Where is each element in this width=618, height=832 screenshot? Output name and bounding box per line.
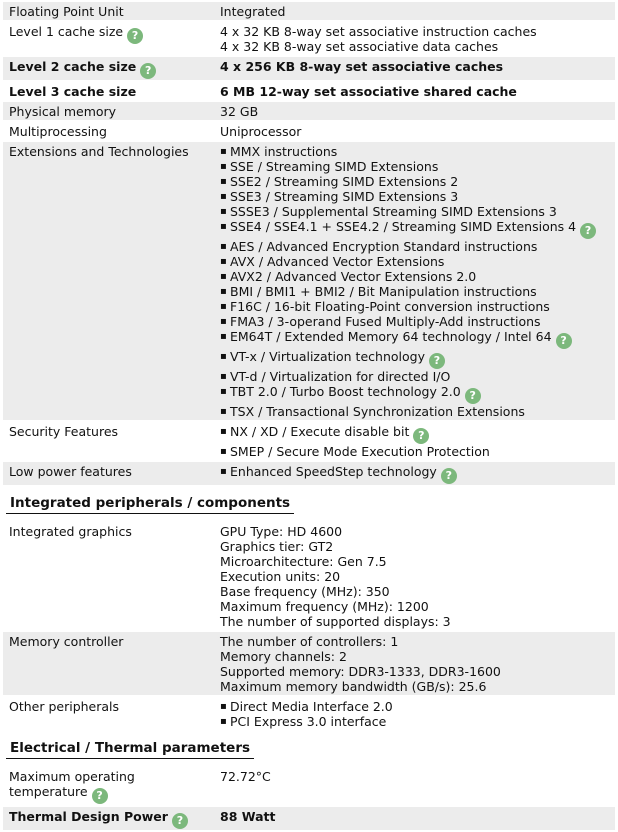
memory-line: Supported memory: DDR3-1333, DDR3-1600 [220,664,501,679]
row-integrated-graphics [3,522,615,630]
row-physical-memory [3,102,615,120]
help-icon[interactable]: ? [556,333,572,349]
label-integrated-graphics: Integrated graphics [3,522,214,630]
memory-line: Maximum memory bandwidth (GB/s): 25.6 [220,679,487,694]
help-icon[interactable]: ? [140,63,156,79]
label-fpu: Floating Point Unit [3,2,214,20]
section-heading-electrical: Electrical / Thermal parameters [6,740,615,759]
label-max-temperature: Maximum operating [9,769,135,784]
label-tdp: Thermal Design Power [9,809,168,824]
label-memory-controller: Memory controller [3,632,214,695]
help-icon[interactable]: ? [92,788,108,804]
label-l3-cache: Level 3 cache size [3,82,214,100]
label-l2-cache: Level 2 cache size [9,59,137,74]
list-item: ▪ TBT 2.0 / Turbo Boost technology 2.0 ? [230,384,609,404]
value-physical-memory: 32 GB [214,102,615,120]
row-extensions [3,142,615,420]
row-memory-controller [3,632,615,695]
list-item: ▪ SSE2 / Streaming SIMD Extensions 2 [230,174,609,189]
list-item: ▪ Direct Media Interface 2.0 [230,699,609,714]
security-list [220,424,609,459]
label-physical-memory: Physical memory [3,102,214,120]
row-l1-cache [3,22,615,55]
list-item: ▪ BMI / BMI1 + BMI2 / Bit Manipulation instructions [230,284,609,299]
help-icon[interactable]: ? [465,388,481,404]
list-item: ▪ Enhanced SpeedStep technology ? [230,464,609,484]
list-item: ▪ SSE / Streaming SIMD Extensions [230,159,609,174]
list-item: ▪ VT-d / Virtualization for directed I/O [230,369,609,384]
memory-line: Memory channels: 2 [220,649,347,664]
section-heading-peripherals: Integrated peripherals / components [6,495,615,514]
graphics-line: The number of supported displays: 3 [220,614,451,629]
graphics-line: Microarchitecture: Gen 7.5 [220,554,387,569]
value-l3-cache: 6 MB 12-way set associative shared cache [214,82,615,100]
spec-table-peripherals [3,520,615,732]
help-icon[interactable]: ? [413,428,429,444]
row-tdp [3,807,615,830]
graphics-line: Maximum frequency (MHz): 1200 [220,599,429,614]
row-low-power [3,462,615,485]
row-l2-cache [3,57,615,80]
help-icon[interactable]: ? [580,223,596,239]
value-fpu: Integrated [214,2,615,20]
value-l1-data: 4 x 32 KB 8-way set associative data caches [220,39,499,54]
list-item: ▪ PCI Express 3.0 interface [230,714,609,729]
graphics-line: Base frequency (MHz): 350 [220,584,390,599]
list-item: ▪ SMEP / Secure Mode Execution Protection [230,444,609,459]
list-item: ▪ EM64T / Extended Memory 64 technology / Intel 64 ? [230,329,609,349]
list-item: ▪ AVX / Advanced Vector Extensions [230,254,609,269]
label-low-power: Low power features [3,462,214,485]
label-multiprocessing: Multiprocessing [3,122,214,140]
list-item: ▪ NX / XD / Execute disable bit ? [230,424,609,444]
row-l3-cache [3,82,615,100]
list-item: ▪ AES / Advanced Encryption Standard instructions [230,239,609,254]
list-item: ▪ SSSE3 / Supplemental Streaming SIMD Extensions 3 [230,204,609,219]
help-icon[interactable]: ? [429,353,445,369]
value-tdp: 88 Watt [214,807,615,830]
row-other-peripherals [3,697,615,730]
graphics-line: GPU Type: HD 4600 [220,524,343,539]
list-item: ▪ MMX instructions [230,144,609,159]
list-item: ▪ SSE3 / Streaming SIMD Extensions 3 [230,189,609,204]
list-item: ▪ TSX / Transactional Synchronization Extensions [230,404,609,419]
other-peripherals-list [220,699,609,729]
spec-table-electrical [3,765,615,832]
list-item: ▪ AVX2 / Advanced Vector Extensions 2.0 [230,269,609,284]
graphics-line: Execution units: 20 [220,569,341,584]
graphics-line: Graphics tier: GT2 [220,539,334,554]
list-item: ▪ F16C / 16-bit Floating-Point conversion instructions [230,299,609,314]
extensions-list [220,144,609,419]
value-max-temperature: 72.72°C [214,767,615,805]
list-item: ▪ FMA3 / 3-operand Fused Multiply-Add instructions [230,314,609,329]
label-extensions: Extensions and Technologies [3,142,214,420]
label-security: Security Features [3,422,214,460]
help-icon[interactable]: ? [172,813,188,829]
value-multiprocessing: Uniprocessor [214,122,615,140]
list-item: ▪ SSE4 / SSE4.1 + SSE4.2 / Streaming SIMD Extensions 4 ? [230,219,609,239]
row-fpu [3,2,615,20]
list-item: ▪ VT-x / Virtualization technology ? [230,349,609,369]
label-other-peripherals: Other peripherals [3,697,214,730]
low-power-list [220,464,609,484]
help-icon[interactable]: ? [127,28,143,44]
row-security [3,422,615,460]
spec-table-top [3,0,615,487]
row-max-temperature: Maximum operating temperature ? 72.72°C [3,767,615,805]
value-l2-cache: 4 x 256 KB 8-way set associative caches [214,57,615,80]
memory-line: The number of controllers: 1 [220,634,399,649]
help-icon[interactable]: ? [441,468,457,484]
label-l1-cache: Level 1 cache size [9,24,124,39]
value-l1-instruction: 4 x 32 KB 8-way set associative instruction caches [220,24,537,39]
row-multiprocessing [3,122,615,140]
